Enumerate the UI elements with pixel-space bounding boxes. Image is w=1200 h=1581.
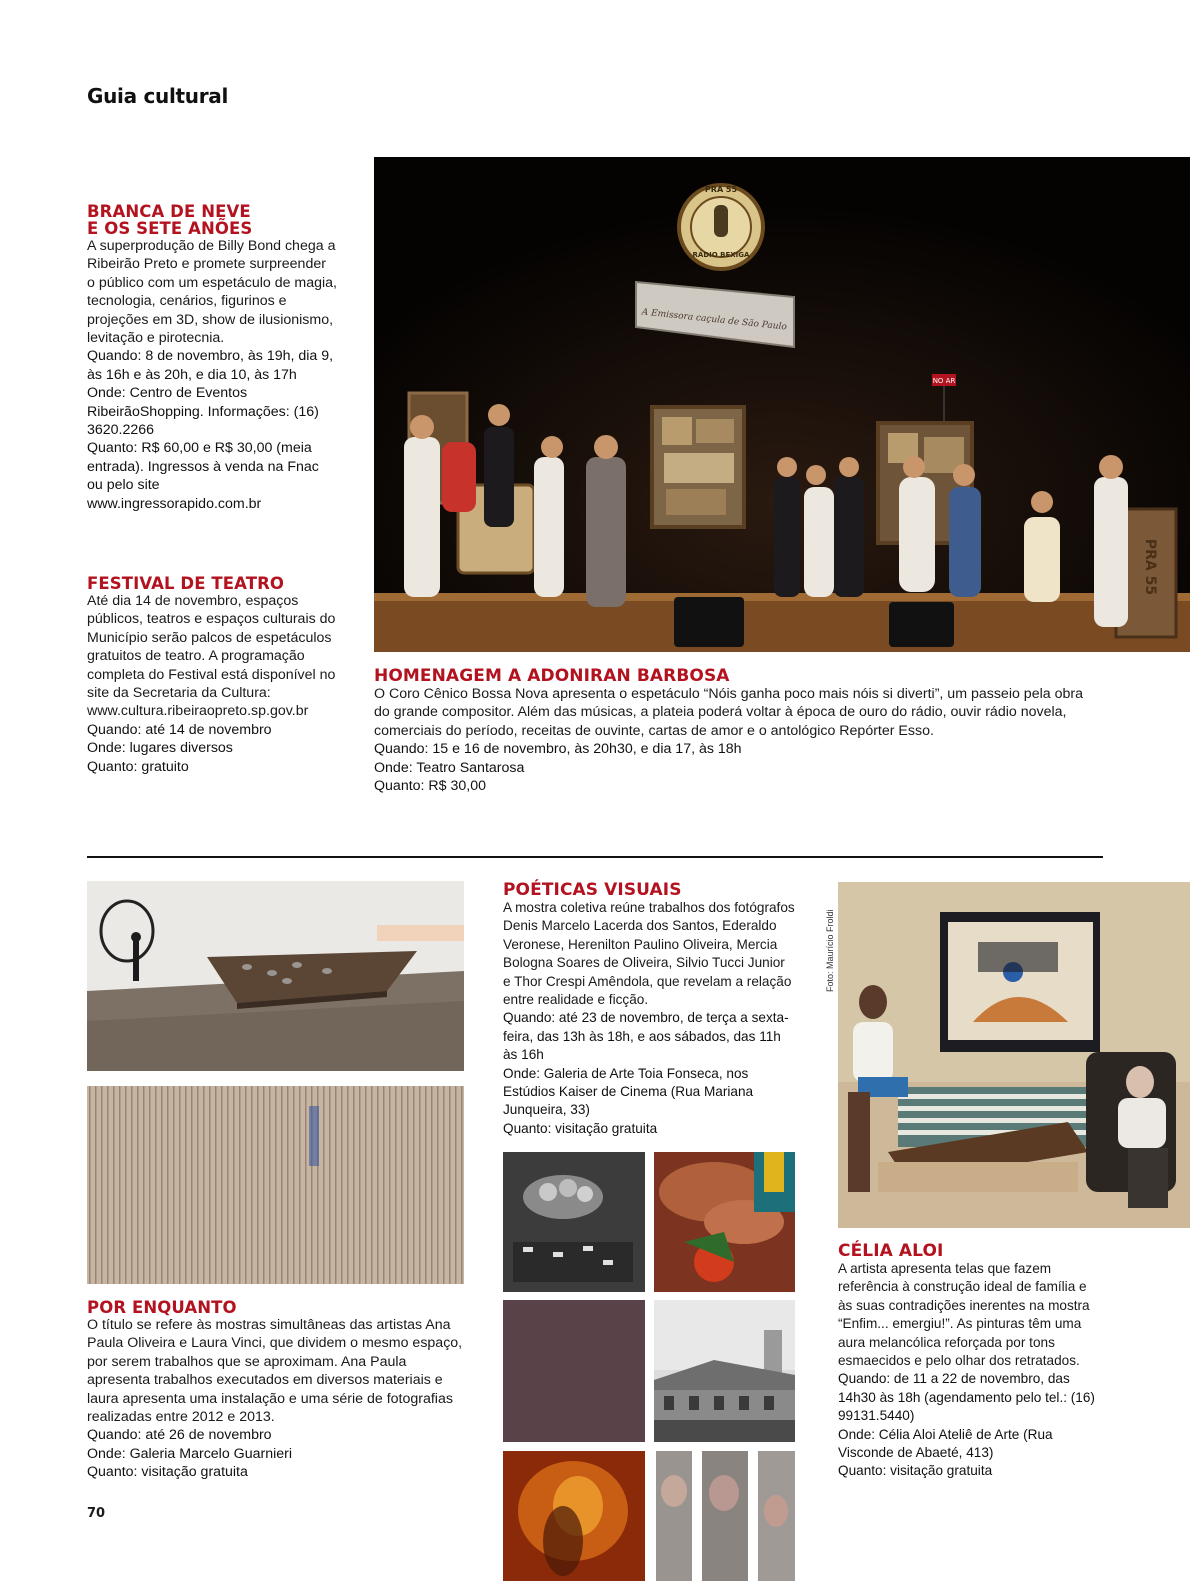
article-title: HOMENAGEM A ADONIRAN BARBOSA bbox=[374, 666, 730, 686]
article-where: Onde: Teatro Santarosa bbox=[374, 759, 525, 776]
photo-fire-dancer bbox=[503, 1451, 645, 1581]
article-body: A artista apresenta telas que fazem referência à construção ideal de família e às suas contradições inerentes na mostra “Enfim... emergiu!”. As pinturas têm uma aura melancólica reforçada por tons esmaecidos e pelo olhar dos retratados. bbox=[838, 1261, 1090, 1369]
article-title: POÉTICAS VISUAIS bbox=[503, 880, 682, 900]
article-title: POR ENQUANTO bbox=[87, 1298, 237, 1317]
gallery-installation-illustration bbox=[87, 881, 464, 1071]
article-body: A mostra coletiva reúne trabalhos dos fotógrafos Denis Marcelo Lacerda dos Santos, Ederaldo Veronese, Herenilton Paulino Oliveira, Mercia Bologna Soares de Oliveira, Silvio Tucci Junior e Thor Crespi Amêndola, que revelam a relação entre realidade e ficção. bbox=[503, 900, 795, 1008]
gallery-installation-photo bbox=[87, 881, 464, 1071]
section-divider bbox=[87, 856, 1103, 858]
article-when: Quando: 8 de novembro, às 19h, dia 9, às 16h e às 20h, e dia 10, às 17h bbox=[87, 348, 334, 383]
article-when: Quando: de 11 a 22 de novembro, das 14h30 às 18h (agendamento pelo tel.: (16) 99131.5440) bbox=[838, 1371, 1095, 1424]
article-body: A superprodução de Billy Bond chega a Ribeirão Preto e promete surpreender o público com um espetáculo de magia, tecnologia, cenários, figurinos e projeções em 3D, show de ilusionismo, levitação e pirotecnia. bbox=[87, 238, 337, 347]
banner-text: A Emissora caçula de São Paulo bbox=[641, 307, 788, 333]
article-body: Até dia 14 de novembro, espaços públicos, teatros e espaços culturais do Município serão palcos de espetáculos gratuitos de teatro. A programação completa do Festival está disponível no site da Secretaria da Cultura: www.cultura.ribeiraopreto.sp.gov.br bbox=[87, 593, 336, 720]
photo-fire-dancer-illustration bbox=[503, 1451, 645, 1581]
photo-hands-fruit bbox=[654, 1152, 795, 1292]
photo-credit: Foto: Maurício Froldi bbox=[825, 909, 835, 992]
curtain-photo bbox=[87, 1086, 464, 1284]
article-title: CÉLIA ALOI bbox=[838, 1241, 944, 1261]
photo-building-bw-illustration bbox=[654, 1300, 795, 1442]
article-where: Onde: Centro de Eventos RibeirãoShopping. Informações: (16) 3620.2266 bbox=[87, 385, 319, 439]
article-where: Onde: Célia Aloi Ateliê de Arte (Rua Visconde de Abaeté, 413) bbox=[838, 1426, 1053, 1461]
photo-portraits-strip bbox=[654, 1451, 795, 1581]
photo-market-bw-illustration bbox=[503, 1152, 645, 1292]
article-when: Quando: até 23 de novembro, de terça a sexta-feira, das 13h às 18h, e aos sábados, das 11h às 16h bbox=[503, 1010, 789, 1063]
article-title-line1: BRANCA DE NEVE bbox=[87, 202, 251, 221]
article-por-enquanto bbox=[87, 1299, 467, 1482]
logo-top-text: PRA 55 bbox=[704, 185, 738, 194]
article-price: Quanto: gratuito bbox=[87, 758, 189, 775]
article-price: Quanto: visitação gratuita bbox=[503, 1120, 658, 1136]
article-celia-aloi bbox=[838, 1243, 1100, 1481]
article-where: Onde: Galeria de Arte Toia Fonseca, nos Estúdios Kaiser de Cinema (Rua Mariana Junqueira, 33) bbox=[503, 1065, 754, 1118]
on-air-sign: NO AR bbox=[932, 377, 956, 385]
article-branca-de-neve bbox=[87, 203, 337, 513]
article-poeticas-visuais bbox=[503, 882, 795, 1138]
photo-market-bw bbox=[503, 1152, 645, 1292]
celia-aloi-painting-illustration bbox=[838, 882, 1190, 1228]
article-where: Onde: Galeria Marcelo Guarnieri bbox=[87, 1445, 293, 1462]
photo-hands-fruit-illustration bbox=[654, 1152, 795, 1292]
article-title-line2: E OS SETE ANÕES bbox=[87, 219, 253, 238]
article-price: Quanto: visitação gratuita bbox=[838, 1463, 993, 1479]
page-number: 70 bbox=[87, 1506, 106, 1521]
article-body: O título se refere às mostras simultâneas das artistas Ana Paula Oliveira e Laura Vinci, que dividem o mesmo espaço, por serem trabalhos que se aproximam. Ana Paula apresenta trabalhos executados em diversos materiais e laura apresenta uma instalação e uma série de fotografias realizadas entre 2012 e 2013. bbox=[87, 1317, 463, 1426]
curtain-illustration bbox=[87, 1086, 464, 1284]
stage-photo-illustration bbox=[374, 157, 1190, 652]
podium-text: PRA 55 bbox=[1142, 538, 1158, 596]
article-price: Quanto: visitação gratuita bbox=[87, 1464, 248, 1481]
article-when: Quando: até 14 de novembro bbox=[87, 721, 272, 738]
photo-portraits-strip-illustration bbox=[654, 1451, 795, 1581]
article-when: Quando: 15 e 16 de novembro, às 20h30, e dia 17, às 18h bbox=[374, 741, 742, 758]
logo-bottom-text: RÁDIO BEXIGA bbox=[692, 251, 750, 259]
celia-aloi-painting bbox=[838, 882, 1190, 1228]
article-festival-de-teatro bbox=[87, 575, 337, 776]
section-title: Guia cultural bbox=[87, 84, 229, 108]
article-price: Quanto: R$ 60,00 e R$ 30,00 (meia entrada). Ingressos à venda na Fnac ou pelo site www.ingressorapido.com.br bbox=[87, 440, 319, 512]
article-title: FESTIVAL DE TEATRO bbox=[87, 574, 285, 593]
stage-photo bbox=[374, 157, 1190, 652]
photo-solid-mauve bbox=[503, 1300, 645, 1442]
article-adoniran-barbosa bbox=[374, 668, 1096, 795]
article-body: O Coro Cênico Bossa Nova apresenta o espetáculo “Nóis ganha poco mais nóis si diverti”, um passeio pela obra do grande compositor. Além das músicas, a plateia poderá voltar à época de ouro do rádio, ouvir rádio novela, comerciais do período, receitas de ouvinte, cartas de amor e o antológico Repórter Esso. bbox=[374, 686, 1083, 739]
article-price: Quanto: R$ 30,00 bbox=[374, 778, 487, 795]
article-where: Onde: lugares diversos bbox=[87, 740, 233, 757]
article-when: Quando: até 26 de novembro bbox=[87, 1427, 272, 1444]
photo-building-bw bbox=[654, 1300, 795, 1442]
